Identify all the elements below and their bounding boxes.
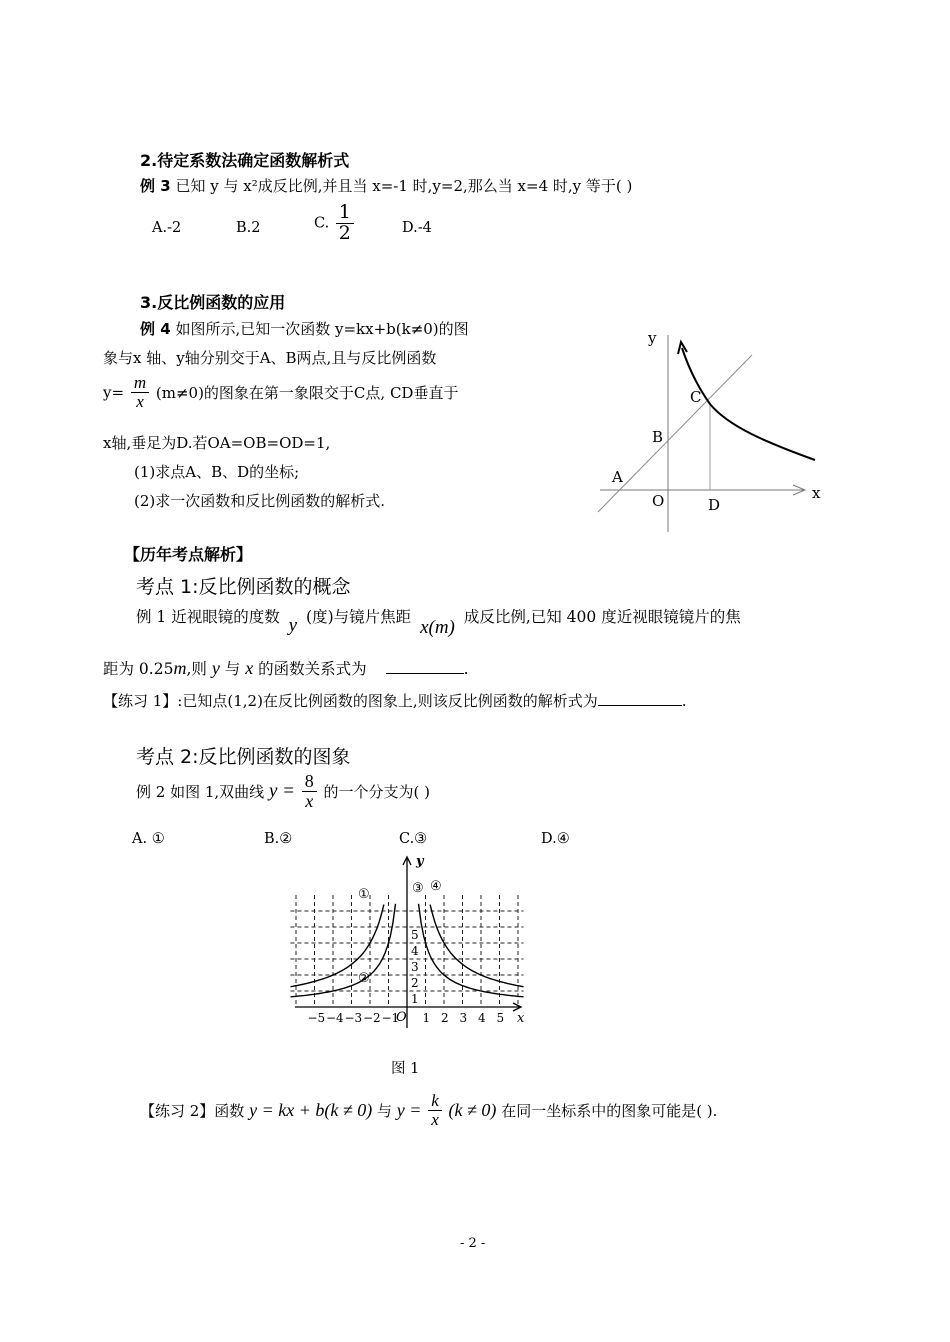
fig-label-b: B [652, 428, 664, 446]
key-point-2: 考点 2:反比例函数的图象 [136, 746, 351, 768]
y-tick-labels [411, 928, 419, 1006]
example-4-text-3: (m≠0)的图象在第一象限交于C点, CD垂直于 [155, 383, 459, 402]
x-tick-label: −1 [381, 1011, 400, 1025]
practice-1-answer-blank[interactable] [598, 691, 682, 706]
grid-label-origin: O [396, 1010, 407, 1025]
practice-2-line [140, 1092, 717, 1129]
practice-2-text-c: 在同一坐标系中的图象可能是( ). [501, 1101, 718, 1120]
example-1-end: . [463, 660, 469, 678]
example-4-line2: 象与x 轴、y轴分别交于A、B两点,且与反比例函数 [103, 349, 437, 367]
page-number: - 2 - [460, 1236, 486, 1251]
fig-label-a: A [612, 468, 623, 486]
x-tick-label: −5 [307, 1011, 326, 1025]
y-tick-label: 4 [411, 944, 419, 958]
practice-2-denominator: x [431, 1109, 439, 1129]
example-1-line2 [103, 657, 469, 679]
practice-2-text-a: 【练习 2】函数 [140, 1101, 245, 1120]
question-2: (2)求一次函数和反比例函数的解析式. [134, 492, 386, 510]
y-tick-label: 1 [411, 992, 419, 1006]
figure-1-caption: 图 1 [391, 1061, 420, 1077]
practice-2-yeq: y = [396, 1099, 422, 1120]
fig-label-y: y [648, 329, 657, 347]
example-4-denominator: x [136, 391, 144, 411]
past-exam-heading: 【历年考点解析】 [124, 545, 253, 564]
example-1-y: y [288, 615, 298, 636]
fig-label-d: D [708, 496, 721, 514]
option-c [314, 203, 356, 244]
example-2-option-a: A. ① [132, 831, 165, 847]
example-1-m: m [173, 658, 187, 678]
branch-label-4: ④ [430, 879, 442, 894]
example-1-yvar: y [211, 658, 220, 678]
practice-2-condition: (k ≠ 0) [448, 1099, 497, 1120]
practice-2-linear-formula: y = kx + b(k ≠ 0) [249, 1099, 373, 1120]
option-c-prefix: C. [314, 215, 330, 232]
example-2-numerator: 8 [302, 772, 317, 792]
example-1-text-d2: ,则 [186, 660, 207, 678]
example-4-line3 [103, 374, 458, 411]
grid-label-y: y [416, 854, 424, 869]
example-1-answer-blank[interactable] [386, 659, 464, 674]
example-2-text-b: 的一个分支为( ) [323, 782, 431, 801]
practice-2-text-b: 与 [377, 1101, 393, 1120]
option-a: A.-2 [152, 220, 182, 236]
y-tick-label: 3 [411, 960, 419, 974]
option-c-denominator: 2 [338, 221, 351, 244]
example-1-text-b: (度)与镜片焦距 [306, 608, 412, 626]
fig-label-c: C [690, 388, 702, 406]
example-2-fraction [302, 772, 317, 811]
example-3 [140, 175, 632, 196]
example-3-text: 已知 y 与 x²成反比例,并且当 x=-1 时,y=2,那么当 x=4 时,y 等于( ) [175, 177, 633, 195]
hyperbola-curve [682, 348, 815, 460]
section-2-heading: 2.待定系数法确定函数解析式 [140, 151, 350, 170]
example-4-numerator: m [131, 374, 149, 393]
linear-function-line [598, 355, 752, 512]
example-2-option-d: D.④ [541, 831, 570, 847]
key-point-1: 考点 1:反比例函数的概念 [136, 576, 351, 598]
practice-2-fraction [428, 1092, 442, 1129]
figure-1-grid [290, 850, 540, 1035]
example-1-text-d1: 距为 0.25 [103, 660, 174, 678]
example-2-option-c: C.③ [399, 831, 428, 847]
example-2-line [136, 772, 430, 811]
practice-1 [103, 690, 686, 711]
option-c-numerator: 1 [336, 203, 354, 224]
fig-label-x: x [812, 484, 821, 502]
example-3-label: 例 3 [140, 177, 171, 195]
example-4-text-1: 如图所示,已知一次函数 y=kx+b(k≠0)的图 [175, 320, 469, 338]
example-4-line4: x轴,垂足为D.若OA=OB=OD=1, [103, 434, 331, 452]
example-4-label: 例 4 [140, 320, 171, 338]
grid-label-x: x [517, 1011, 525, 1026]
example-1-text-d6: 的函数关系式为 [258, 660, 367, 678]
example-1-xvar: x [245, 658, 254, 678]
example-2-yeq: y = [268, 780, 295, 802]
x-tick-label: −3 [344, 1011, 363, 1025]
example-1-text-a: 例 1 近视眼镜的度数 [136, 608, 280, 626]
option-d: D.-4 [402, 220, 432, 236]
example-4-line1 [140, 318, 469, 339]
example-4-yeq: y= [103, 383, 125, 402]
branch-label-2: ② [358, 971, 370, 986]
x-tick-label: 5 [496, 1011, 505, 1025]
option-b: B.2 [236, 220, 261, 236]
x-tick-label: 1 [422, 1011, 431, 1025]
example-1-text-c: 成反比例,已知 400 度近视眼镜镜片的焦 [463, 608, 741, 626]
example-4-figure [590, 320, 840, 540]
example-4-fraction [131, 374, 149, 411]
question-1: (1)求点A、B、D的坐标; [134, 463, 300, 481]
x-tick-label: 3 [459, 1011, 468, 1025]
example-2-text-a: 例 2 如图 1,双曲线 [136, 782, 265, 801]
example-1-text-d4: 与 [224, 660, 241, 678]
y-tick-label: 5 [411, 928, 419, 942]
x-tick-label: 2 [441, 1011, 449, 1025]
branch-label-1: ① [358, 887, 370, 902]
x-tick-label: 4 [478, 1011, 486, 1025]
practice-2-numerator: k [428, 1092, 442, 1111]
example-2-denominator: x [305, 790, 314, 811]
branch-label-3: ③ [412, 881, 424, 896]
section-3-heading: 3.反比例函数的应用 [140, 293, 286, 312]
option-c-fraction [336, 203, 354, 244]
fig-label-o: O [652, 492, 665, 510]
x-tick-label: −2 [363, 1011, 381, 1025]
example-2-option-b: B.② [264, 831, 293, 847]
practice-1-text: 【练习 1】:已知点(1,2)在反比例函数的图象上,则该反比例函数的解析式为 [103, 692, 598, 710]
practice-1-end: . [681, 692, 687, 710]
y-tick-label: 2 [411, 976, 419, 990]
example-1-x: x(m) [420, 617, 455, 638]
x-tick-label: −4 [326, 1011, 344, 1025]
example-1-line1 [136, 605, 741, 638]
